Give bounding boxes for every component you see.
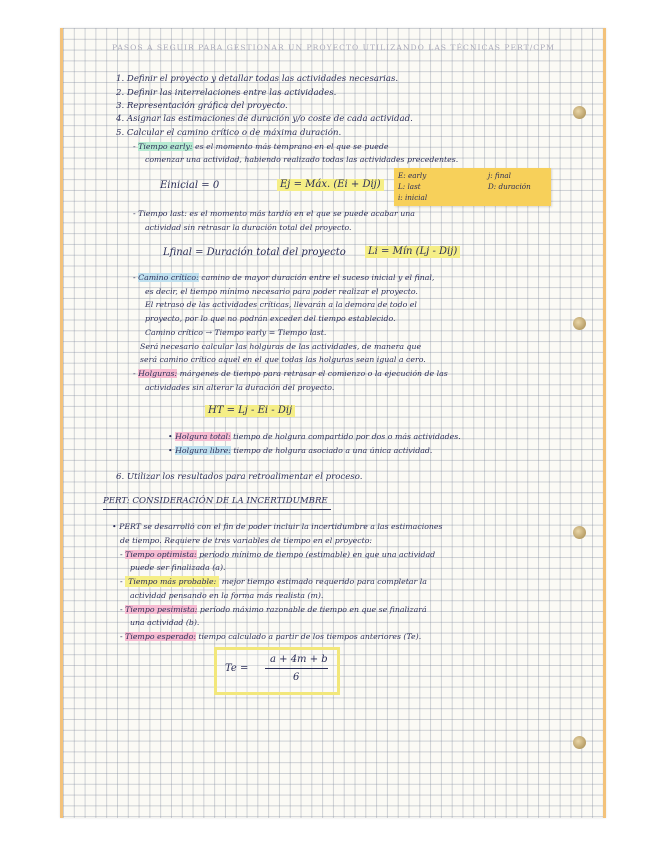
early-formula: Ej = Máx. (Ei + Dij) <box>277 179 384 191</box>
te-numerator: a + 4m + b <box>270 654 328 665</box>
step-6: 6. Utilizar los resultados para retroalimentar el proceso. <box>116 472 363 482</box>
step-5: 5. Calcular el camino crítico o de máxima duración. <box>116 128 342 138</box>
critical-line-4: proyecto, por lo que no podrán exceder del tiempo establecido. <box>145 314 396 323</box>
binder-hole <box>573 736 586 749</box>
probable-line-2: actividad pensando en la forma más realista (m). <box>130 591 324 600</box>
holgura-total-label: Holgura total: <box>175 432 231 441</box>
last-line-2: actividad sin retrasar la duración total del proyecto. <box>145 223 352 232</box>
pert-intro-1: • PERT se desarrolló con el fin de poder incluir la incertidumbre a las estimaciones <box>112 522 443 531</box>
binder-hole <box>573 317 586 330</box>
pesimista-line-2: una actividad (b). <box>130 618 200 627</box>
early-label: Tiempo early: <box>138 142 193 151</box>
holguras-line-2: actividades sin alterar la duración del proyecto. <box>145 383 335 392</box>
legend-i: i: inicial <box>398 193 428 202</box>
holguras-label: Holguras: <box>138 369 178 378</box>
esperado-line: - Tiempo esperado: tiempo calculado a partir de los tiempos anteriores (Te). <box>120 632 422 641</box>
holgura-libre-label: Holgura libre: <box>175 446 231 455</box>
holguras-line-1: - Holguras: márgenes de tiempo para retrasar el comienzo o la ejecución de las <box>133 369 448 378</box>
critical-line-6: Será necesario calcular las holguras de las actividades, de manera que <box>140 342 422 351</box>
pesimista-label: Tiempo pesimista: <box>125 605 198 614</box>
te-fraction-bar <box>265 668 328 669</box>
pert-intro-2: de tiempo. Requiere de tres variables de tiempo en el proyecto: <box>120 536 373 545</box>
critical-label: Camino crítico: <box>138 273 199 282</box>
optimista-label: Tiempo optimista: <box>125 550 197 559</box>
e-inicial: Einicial = 0 <box>160 180 220 191</box>
last-line-1: - Tiempo last: es el momento más tardío en el que se puede acabar una <box>133 209 415 218</box>
pesimista-line-1: - Tiempo pesimista: período máximo razonable de tiempo en que se finalizará <box>120 605 427 614</box>
holgura-total: • Holgura total: tiempo de holgura compartido por dos o más actividades. <box>168 432 461 441</box>
early-line-1: - Tiempo early: es el momento más temprano en el que se puede <box>133 142 389 151</box>
critical-line-5: Camino crítico → Tiempo early = Tiempo last. <box>145 328 327 337</box>
pert-title: PERT: CONSIDERACIÓN DE LA INCERTIDUMBRE <box>103 496 328 506</box>
page-header: PASOS A SEGUIR PARA GESTIONAR UN PROYECTO UTILIZANDO LAS TÉCNICAS PERT/CPM <box>112 43 555 52</box>
step-1: 1. Definir el proyecto y detallar todas las actividades necesarias. <box>116 74 399 84</box>
critical-line-3: El retraso de las actividades críticas, llevarán a la demora de todo el <box>145 300 417 309</box>
legend-e: E: early <box>398 171 427 180</box>
te-lhs: Te = <box>225 663 249 674</box>
pert-title-underline <box>103 509 331 510</box>
critical-line-7: será camino crítico aquel en el que todas las holguras sean igual a cero. <box>140 355 426 364</box>
step-4: 4. Asignar las estimaciones de duración y/o coste de cada actividad. <box>116 114 413 124</box>
legend-l: L: last <box>398 182 421 191</box>
step-3: 3. Representación gráfica del proyecto. <box>116 101 288 111</box>
legend-j: j: final <box>488 171 511 180</box>
early-line-2: comenzar una actividad, habiendo realizado todas las actividades precedentes. <box>145 155 459 164</box>
critical-line-1: - Camino crítico: camino de mayor duración entre el suceso inicial y el final, <box>133 273 435 282</box>
critical-line-2: es decir, el tiempo mínimo necesario para poder realizar el proyecto. <box>145 287 418 296</box>
holgura-libre: • Holgura libre: tiempo de holgura asociado a una única actividad. <box>168 446 433 455</box>
binder-hole <box>573 526 586 539</box>
holgura-formula: HT = Lj - Ei - Dij <box>205 405 295 417</box>
legend-d: D: duración <box>488 182 531 191</box>
last-formula: Li = Mín (Lj - Dij) <box>365 246 460 258</box>
optimista-line-1: - Tiempo optimista: período mínimo de tiempo (estimable) en que una actividad <box>120 550 436 559</box>
optimista-line-2: puede ser finalizada (a). <box>130 563 226 572</box>
l-final: Lfinal = Duración total del proyecto <box>163 247 346 258</box>
binder-hole <box>573 106 586 119</box>
probable-label: Tiempo más probable: <box>125 576 219 587</box>
esperado-label: Tiempo esperado: <box>125 632 196 641</box>
te-denominator: 6 <box>293 672 300 683</box>
step-2: 2. Definir las interrelaciones entre las actividades. <box>116 88 337 98</box>
legend-sticky-note <box>394 168 551 206</box>
probable-line-1: - Tiempo más probable: mejor tiempo estimado requerido para completar la <box>120 577 427 586</box>
